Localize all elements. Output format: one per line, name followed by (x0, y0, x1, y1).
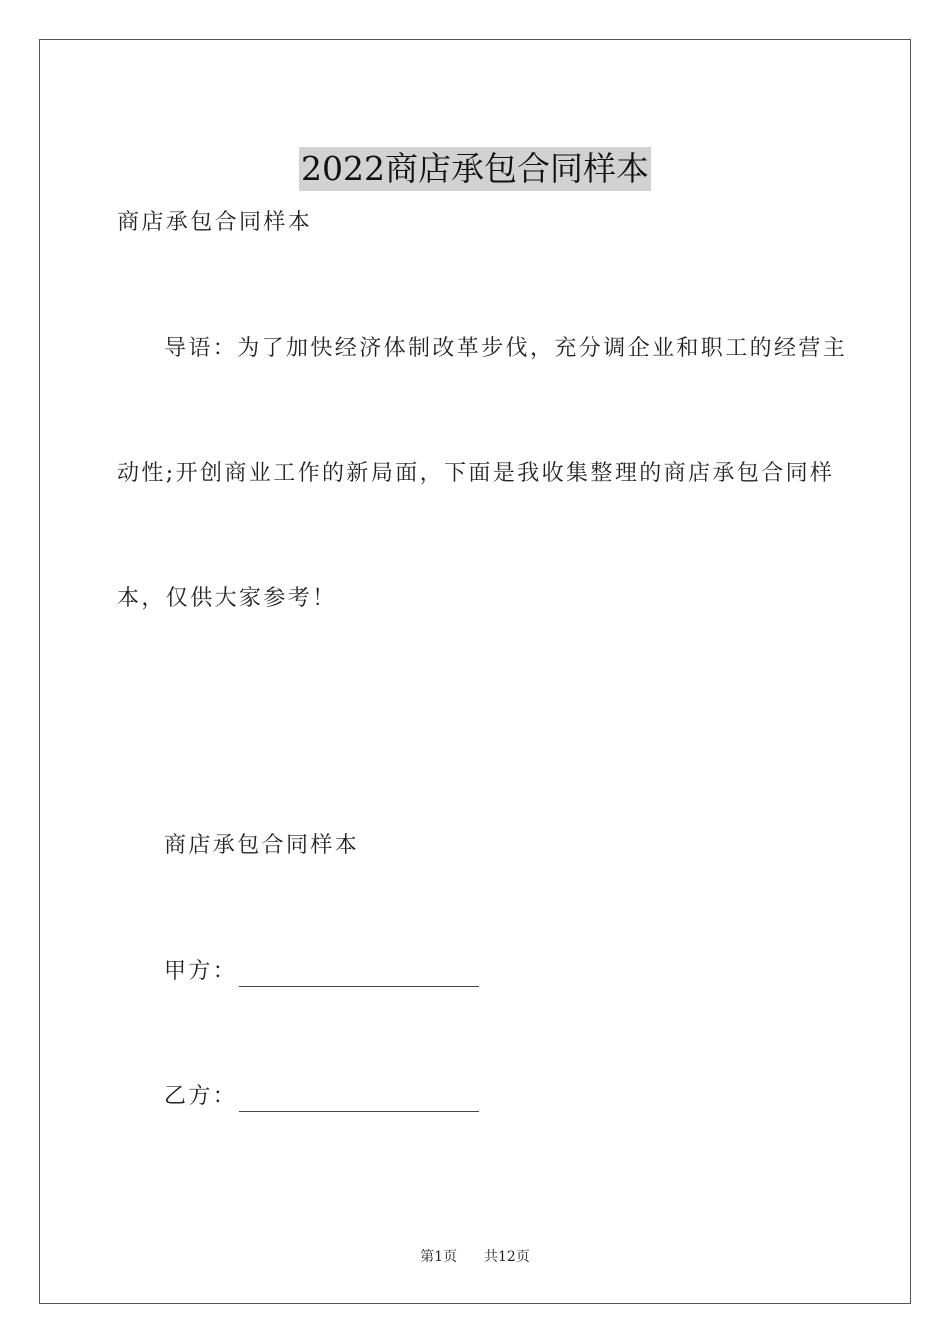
page-total: 共12页 (484, 1249, 530, 1265)
party-b-blank (239, 1089, 479, 1112)
party-a-label: 甲方： (164, 959, 238, 984)
page-current: 第1页 (420, 1249, 458, 1265)
intro-line-2: 动性;开创商业工作的新局面，下面是我收集整理的商店承包合同样 (117, 461, 835, 486)
party-b-label: 乙方： (164, 1084, 238, 1109)
intro-line-3: 本，仅供大家参考！ (117, 586, 337, 611)
document-subtitle: 商店承包合同样本 (117, 210, 313, 235)
section-heading: 商店承包合同样本 (164, 833, 360, 858)
party-a-row (164, 957, 479, 987)
title-container (0, 125, 950, 213)
party-a-blank (239, 964, 479, 987)
party-b-row (164, 1082, 479, 1112)
document-title: 2022商店承包合同样本 (299, 147, 651, 191)
page-footer (0, 1247, 950, 1267)
intro-line-1: 导语：为了加快经济体制改革步伐，充分调企业和职工的经营主 (164, 336, 848, 361)
